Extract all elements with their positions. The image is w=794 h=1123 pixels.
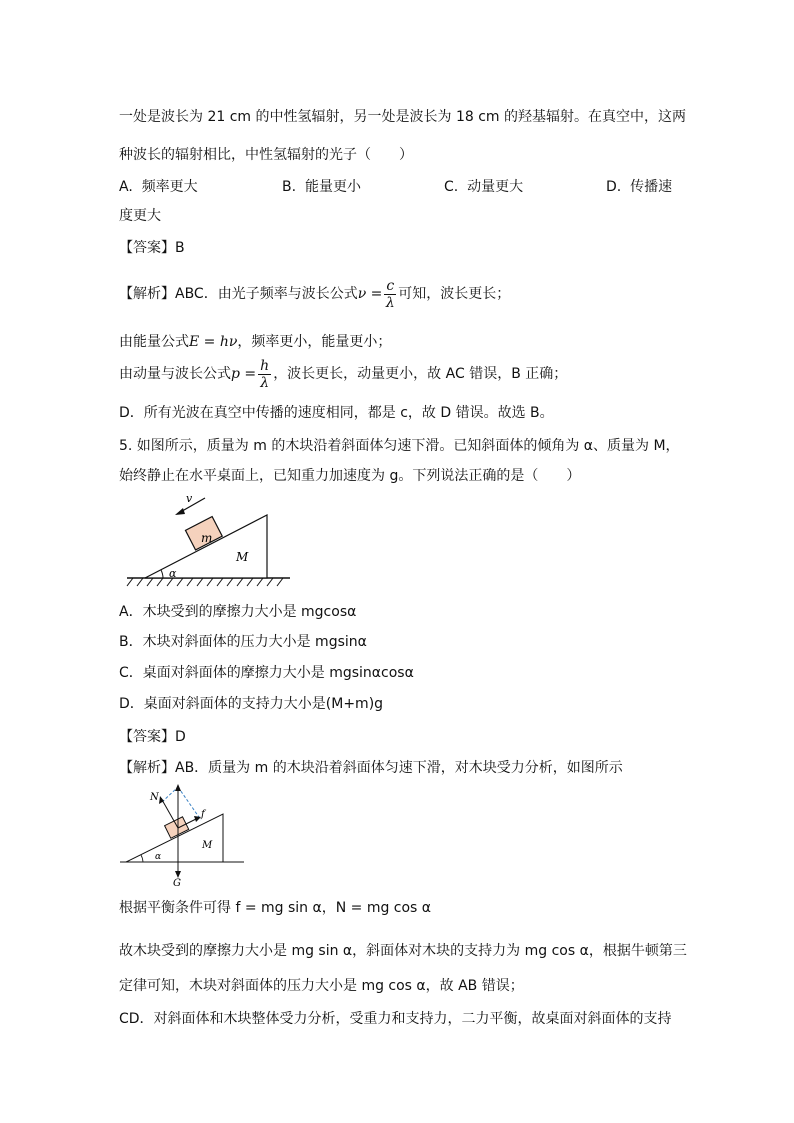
q4-answer: 【答案】B (119, 240, 185, 256)
gravity-label: G (173, 878, 181, 889)
q5-option-b: B．木块对斜面体的压力大小是 mgsinα (119, 634, 367, 650)
q4-stem-line-2: 种波长的辐射相比，中性氢辐射的光子（ ） (119, 147, 413, 163)
velocity-arrow-head (175, 508, 185, 515)
q5-option-c: C．桌面对斜面体的摩擦力大小是 mgsinαcosα (119, 665, 414, 681)
fraction-c-over-lambda: $\frac{c}{\lambda}$ (385, 277, 395, 311)
q4-analysis-line-2: 由能量公式E = hν，频率更小，能量更小； (119, 334, 392, 350)
q5-option-d: D．桌面对斜面体的支持力大小是(M+m)g (119, 696, 384, 712)
q5-answer: 【答案】D (119, 729, 186, 745)
mass-m-label: m (201, 531, 213, 545)
q4-option-b: B. 能量更小 (282, 179, 361, 195)
q5-analysis-line-2: 根据平衡条件可得 f = mg sin α，N = mg cos α (119, 900, 432, 916)
velocity-label: v (186, 492, 193, 505)
friction-arrow-head (194, 816, 201, 822)
q5-stem-line-1: 5. 如图所示，质量为 m 的木块沿着斜面体匀速下滑。已知斜面体的倾角为 α、质量为 M， (119, 438, 680, 454)
q5-analysis-line-3: 故木块受到的摩擦力大小是 mg sin α，斜面体对木块的支持力为 mg cos α，根据牛顿第三 (119, 943, 687, 959)
q4-option-c: C. 动量更大 (444, 179, 524, 195)
normal-force-label: N (150, 792, 159, 803)
fraction-h-over-lambda: $\frac{h}{\lambda}$ (260, 357, 270, 391)
alpha-label-2: α (155, 852, 162, 862)
mass-M-label-2: M (202, 840, 213, 851)
force-analysis-figure (118, 782, 248, 890)
alpha-label: α (169, 567, 177, 580)
q5-analysis-line-4: 定律可知，木块对斜面体的压力大小是 mg cos α，故 AB 错误； (119, 978, 524, 994)
gravity-arrow-head (175, 871, 181, 878)
friction-label: f (201, 809, 205, 820)
q4-option-d-wrap: 度更大 (119, 208, 161, 224)
q4-analysis-line-4: D．所有光波在真空中传播的速度相同，都是 c，故 D 错误。故选 B。 (119, 405, 554, 421)
q4-analysis-line-3: 由动量与波长公式p = $\frac{h}{\lambda}$ ，波长更长，动量更小，故 AC 错误，B 正确； (119, 357, 568, 391)
q5-analysis-line-1: 【解析】AB．质量为 m 的木块沿着斜面体匀速下滑，对木块受力分析，如图所示 (119, 760, 623, 776)
q4-stem-line-1: 一处是波长为 21 cm 的中性氢辐射，另一处是波长为 18 cm 的羟基辐射。在真空中，这两 (119, 109, 686, 125)
q4-option-d: D. 传播速 (606, 179, 673, 195)
incline-block-figure (125, 490, 295, 592)
q4-analysis-line-1: 【解析】ABC．由光子频率与波长公式ν = $\frac{c}{\lambda}$ 可知，波长更长； (119, 277, 511, 311)
q5-option-a: A．木块受到的摩擦力大小是 mgcosα (119, 604, 357, 620)
mass-M-label: M (236, 550, 249, 564)
q5-stem-line-2: 始终静止在水平桌面上，已知重力加速度为 g。下列说法正确的是（ ） (119, 468, 581, 484)
q5-analysis-line-5: CD．对斜面体和木块整体受力分析，受重力和支持力，二力平衡，故桌面对斜面体的支持 (119, 1011, 672, 1027)
q4-option-a: A. 频率更大 (119, 179, 198, 195)
